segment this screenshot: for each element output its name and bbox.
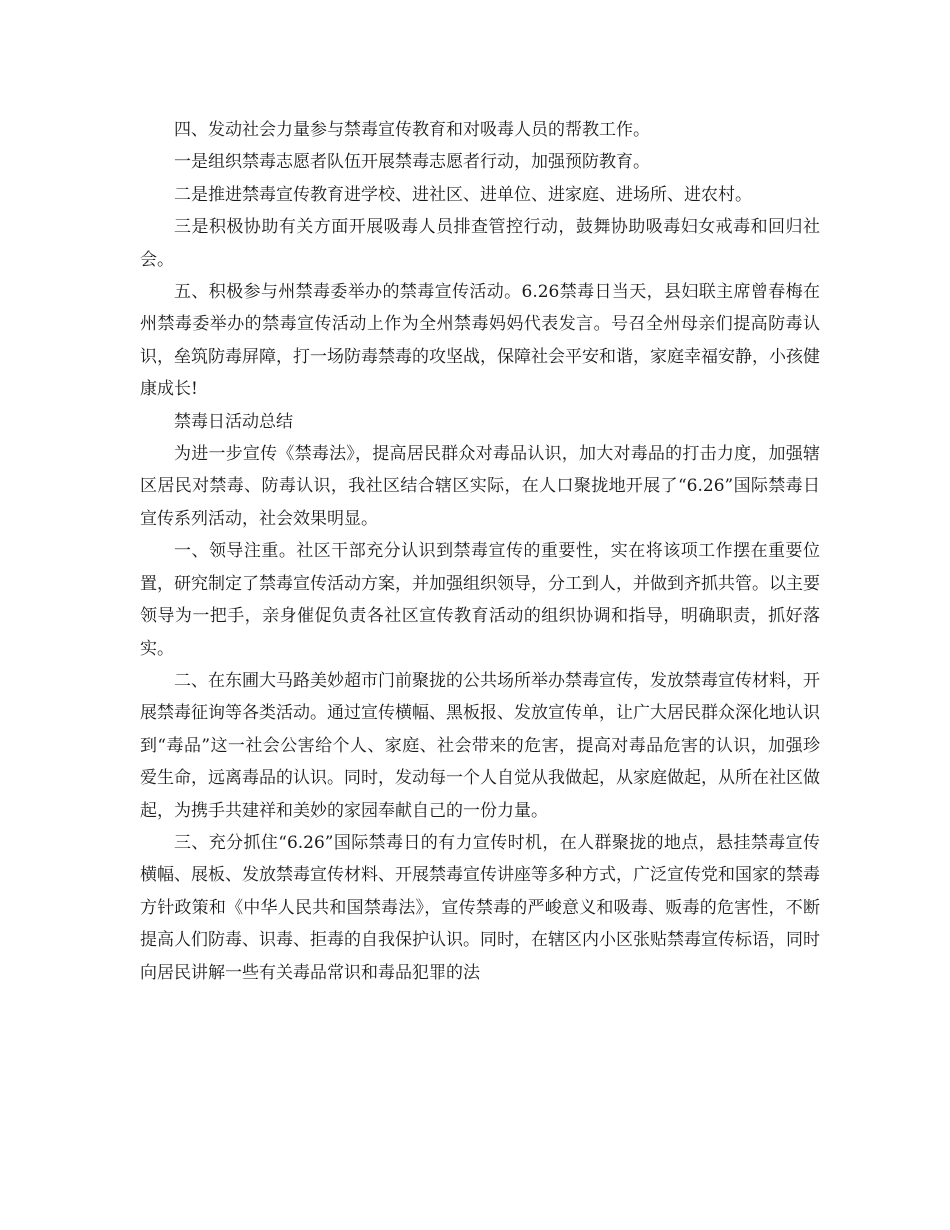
paragraph-volunteers: 一是组织禁毒志愿者队伍开展禁毒志愿者行动，加强预防教育。 [174,152,650,173]
paragraph-drug-user-control: 三是积极协助有关方面开展吸毒人员排查管控行动，鼓舞协助吸毒妇女戒毒和回归社会。 [140,217,820,270]
paragraph-intro: 为进一步宣传《禁毒法》，提高居民群众对毒品认识，加大对毒品的打击力度，加强辖区居民对禁毒、防毒认识，我社区结合辖区实际，在人口聚拢地开展了“6.26”国际禁毒日宣传系列活动，社会效果明显。 [140,444,820,529]
section-heading-summary: 禁毒日活动总结 [174,411,293,432]
paragraph-public-campaign: 二、在东圃大马路美妙超市门前聚拢的公共场所举办禁毒宣传，发放禁毒宣传材料，开展禁毒征询等各类活动。通过宣传横幅、黑板报、发放宣传单，让广大居民群众深化地认识到“毒品”这一社会公害给个人、家庭、社会带来的危害，提高对毒品危害的认识，加强珍爱生命，远离毒品的认识。同时，发动每一个人自觉从我做起，从家庭做起，从所在社区做起，为携手共建祥和美妙的家园奉献自己的一份力量。 [140,670,820,821]
paragraph-leadership: 一、领导注重。社区干部充分认识到禁毒宣传的重要性，实在将该项工作摆在重要位置，研究制定了禁毒宣传活动方案，并加强组织领导，分工到人，并做到齐抓共管。以主要领导为一把手，亲身催促负责各社区宣传教育活动的组织协调和指导，明确职责，抓好落实。 [140,541,820,659]
paragraph-prefecture-activity: 五、积极参与州禁毒委举办的禁毒宣传活动。6.26禁毒日当天，县妇联主席曾春梅在州禁毒委举办的禁毒宣传活动上作为全州禁毒妈妈代表发言。号召全州母亲们提高防毒认识，垒筑防毒屏障，打一场防毒禁毒的攻坚战，保障社会平安和谐，家庭幸福安静，小孩健康成长! [140,282,820,400]
paragraph-anti-drug-day: 三、充分抓住“6.26”国际禁毒日的有力宣传时机，在人群聚拢的地点，悬挂禁毒宣传横幅、展板、发放禁毒宣传材料、开展禁毒宣传讲座等多种方式，广泛宣传党和国家的禁毒方针政策和《中华人民共和国禁毒法》，宣传禁毒的严峻意义和吸毒、贩毒的危害性，不断提高人们防毒、识毒、拒毒的自我保护认识。同时，在辖区内小区张贴禁毒宣传标语，同时向居民讲解一些有关毒品常识和毒品犯罪的法 [140,832,820,983]
paragraph-campus-community: 二是推进禁毒宣传教育进学校、进社区、进单位、进家庭、进场所、进农村。 [174,184,752,205]
document-body [140,114,820,989]
paragraph-social-forces: 四、发动社会力量参与禁毒宣传教育和对吸毒人员的帮教工作。 [174,120,650,140]
